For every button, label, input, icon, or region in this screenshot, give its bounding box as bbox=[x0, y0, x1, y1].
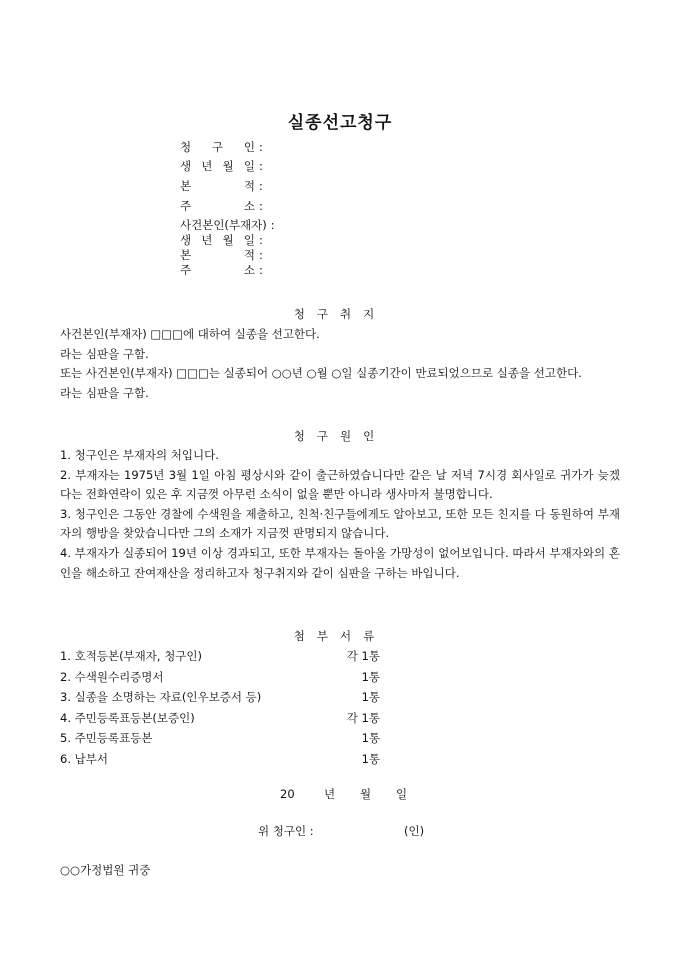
attachments-heading: 첨부서류 bbox=[293, 629, 387, 643]
purpose-line: 라는 심판을 구함. bbox=[60, 385, 149, 400]
claimant-domicile-label: 본 적 bbox=[180, 179, 255, 193]
claimant-birth-row: 생 년 월 일 : bbox=[180, 157, 263, 176]
missing-domicile-label: 본 적 bbox=[180, 248, 255, 262]
court-addressee: ○○가정법원 귀중 bbox=[60, 863, 151, 877]
claimant-address-label: 주 소 bbox=[180, 199, 255, 213]
date-year: 20 bbox=[280, 787, 295, 801]
cause-item: 4. 부재자가 실종되어 19년 이상 경과되고, 또한 부재자는 돌아올 가망성이 없어보입니다. 따라서 부재자와의 혼인을 해소하고 잔여재산을 정리하고자 청구취지와 같이 심판을 구하는 바입니다. bbox=[60, 545, 620, 580]
signature-label: 위 청구인 : bbox=[258, 824, 314, 838]
attachments-list bbox=[60, 646, 380, 770]
attachment-item: 1. 호적등본(부재자, 청구인) 각 1통 bbox=[60, 649, 380, 663]
cause-item: 1. 청구인은 부재자의 처입니다. bbox=[60, 448, 219, 462]
missing-person-heading-row: 사건본인(부재자) : bbox=[180, 216, 275, 235]
date-month-unit: 월 bbox=[360, 787, 372, 801]
attachment-item: 2. 수색원수리증명서 1통 bbox=[60, 669, 380, 684]
claimant-name-label: 청 구 인 bbox=[180, 140, 255, 154]
purpose-line: 사건본인(부재자) □□□에 대하여 실종을 선고한다. bbox=[60, 327, 320, 341]
missing-address-row: 주 소 : bbox=[180, 263, 263, 277]
purpose-line: 또는 사건본인(부재자) □□□는 실종되어 ○○년 ○월 ○일 실종기간이 만료되었으므로 실종을 선고한다. bbox=[60, 366, 582, 381]
document-title: 실종선고청구 bbox=[287, 113, 393, 133]
claimant-name-row: 청 구 인 : bbox=[180, 138, 263, 157]
claimant-address-row: 주 소 : bbox=[180, 197, 263, 216]
missing-address-label: 주 소 bbox=[180, 263, 255, 277]
attachment-item: 5. 주민등록표등본 1통 bbox=[60, 731, 380, 746]
cause-item: 3. 청구인은 그동안 경찰에 수색원을 제출하고, 친척·친구들에게도 알아보고, 또한 모든 친지를 다 동원하여 부재자의 행방을 찾았습니다만 그의 소재가 지금껏 판명되지 않습니다. bbox=[60, 506, 620, 541]
missing-birth-label: 생 년 월 일 bbox=[180, 233, 255, 247]
missing-domicile-row: 본 적 : bbox=[180, 248, 263, 262]
missing-person-heading: 사건본인(부재자) bbox=[180, 218, 267, 232]
cause-item: 2. 부재자는 1975년 3월 1일 아침 평상시와 같이 출근하였습니다만 같은 날 저녁 7시경 회사일로 귀가가 늦겠다는 전화연락이 있은 후 지금껏 아무런 소식이 없을 뿐만 아니라 생사마저 불명합니다. bbox=[60, 467, 620, 502]
seal-mark: (인) bbox=[404, 824, 425, 838]
purpose-text bbox=[60, 325, 620, 403]
claimant-domicile-row: 본 적 : bbox=[180, 177, 263, 196]
purpose-heading: 청구취지 bbox=[293, 307, 387, 321]
date-line bbox=[280, 786, 407, 802]
date-year-unit: 년 bbox=[324, 787, 336, 801]
cause-heading: 청구원인 bbox=[293, 429, 387, 443]
attachment-item: 3. 실종을 소명하는 자료(인우보증서 등) 1통 bbox=[60, 690, 380, 705]
signature-line bbox=[258, 823, 424, 839]
purpose-line: 라는 심판을 구함. bbox=[60, 346, 149, 361]
attachment-item: 4. 주민등록표등본(보증인) 각 1통 bbox=[60, 710, 380, 725]
cause-text bbox=[60, 446, 620, 583]
missing-birth-row: 생 년 월 일 : bbox=[180, 233, 263, 247]
claimant-birth-label: 생 년 월 일 bbox=[180, 159, 255, 173]
date-day-unit: 일 bbox=[396, 787, 408, 801]
attachment-item: 6. 납부서 1통 bbox=[60, 751, 380, 766]
